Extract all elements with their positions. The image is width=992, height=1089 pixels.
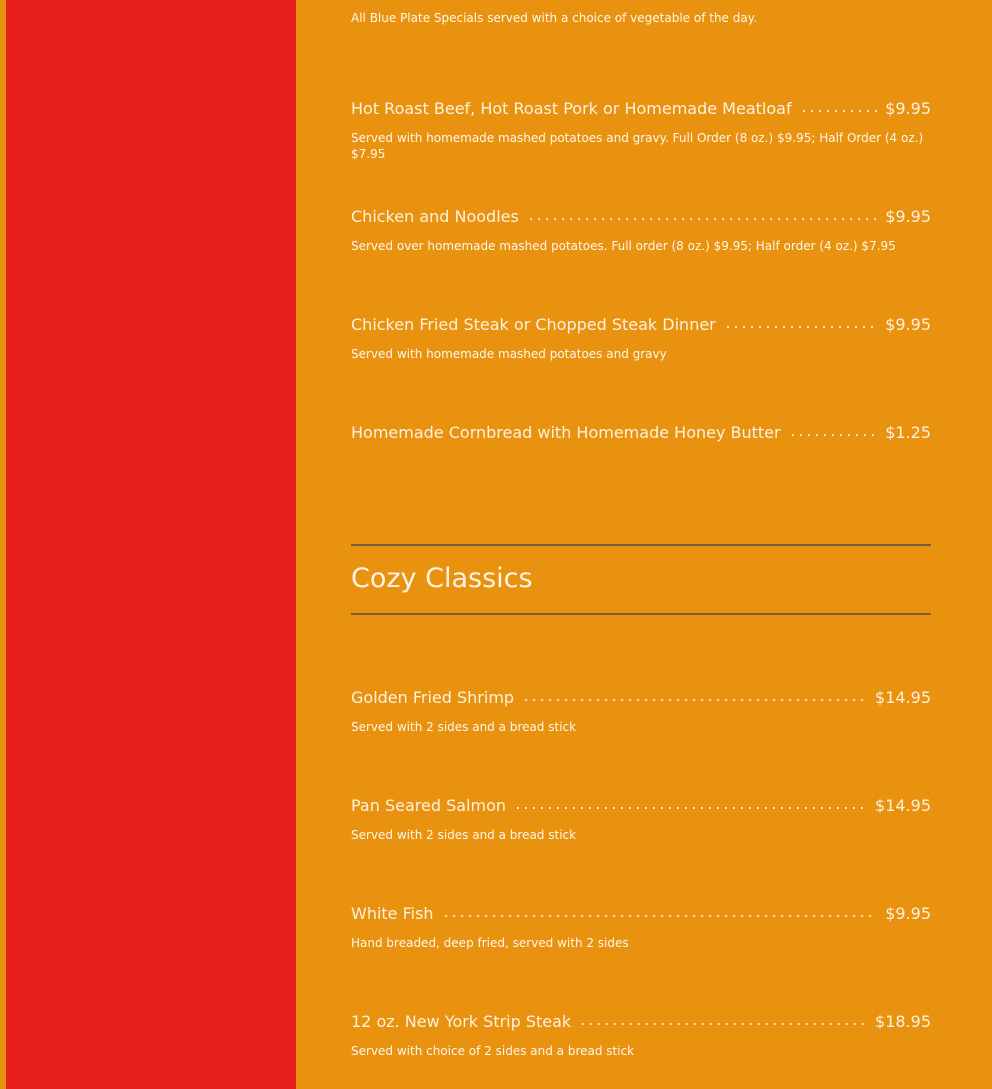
menu-item xyxy=(351,313,931,362)
menu-item xyxy=(351,902,931,951)
dot-leader xyxy=(800,101,878,113)
menu-item-price: $9.95 xyxy=(885,315,931,334)
menu-item-description: Served with homemade mashed potatoes and gravy. Full Order (8 oz.) $9.95; Half Order (4 oz.) $7.95 xyxy=(351,131,924,161)
red-side-panel xyxy=(6,0,296,1089)
menu-item-price: $18.95 xyxy=(875,1012,931,1031)
menu-item-name: Chicken and Noodles xyxy=(351,207,519,226)
menu-item-price: $14.95 xyxy=(875,688,931,707)
menu-item-description: Served with 2 sides and a bread stick xyxy=(351,720,577,734)
menu-item-price: $14.95 xyxy=(875,796,931,815)
menu-item-price: $9.95 xyxy=(885,99,931,118)
menu-item-name: Golden Fried Shrimp xyxy=(351,688,515,707)
menu-item-price: $1.25 xyxy=(885,423,931,442)
menu-item xyxy=(351,205,931,254)
section-title: Cozy Classics xyxy=(351,563,533,594)
menu-item-description: Served over homemade mashed potatoes. Full order (8 oz.) $9.95; Half order (4 oz.) $7.95 xyxy=(351,239,896,253)
dot-leader xyxy=(442,906,878,918)
dot-leader xyxy=(522,690,867,702)
menu-item-description: Served with homemade mashed potatoes and gravy xyxy=(351,347,667,361)
menu-item xyxy=(351,1010,931,1059)
menu-item-name: 12 oz. New York Strip Steak xyxy=(351,1012,572,1031)
menu-item xyxy=(351,97,931,162)
dot-leader xyxy=(724,317,877,329)
dot-leader xyxy=(527,209,877,221)
menu-item-price: $9.95 xyxy=(885,904,931,923)
menu-item-description: Served with 2 sides and a bread stick xyxy=(351,828,577,842)
menu-item xyxy=(351,686,931,735)
menu-item xyxy=(351,794,931,843)
dot-leader xyxy=(579,1014,867,1026)
menu-item xyxy=(351,421,931,445)
menu-item-name: Pan Seared Salmon xyxy=(351,796,506,815)
section-divider-bottom xyxy=(351,613,931,615)
menu-item-name: Chicken Fried Steak or Chopped Steak Dinner xyxy=(351,315,716,334)
menu-item-name: White Fish xyxy=(351,904,434,923)
menu-item-name: Hot Roast Beef, Hot Roast Pork or Homemade Meatloaf xyxy=(351,99,792,118)
menu-item-description: Hand breaded, deep fried, served with 2 sides xyxy=(351,936,629,950)
menu-item-description: Served with choice of 2 sides and a bread stick xyxy=(351,1044,635,1058)
menu-item-name: Homemade Cornbread with Homemade Honey Butter xyxy=(351,423,781,442)
menu-item-price: $9.95 xyxy=(885,207,931,226)
section-divider-top xyxy=(351,544,931,546)
dot-leader xyxy=(514,798,867,810)
dot-leader xyxy=(789,425,878,437)
menu-intro-text: All Blue Plate Specials served with a choice of vegetable of the day. xyxy=(351,11,757,25)
